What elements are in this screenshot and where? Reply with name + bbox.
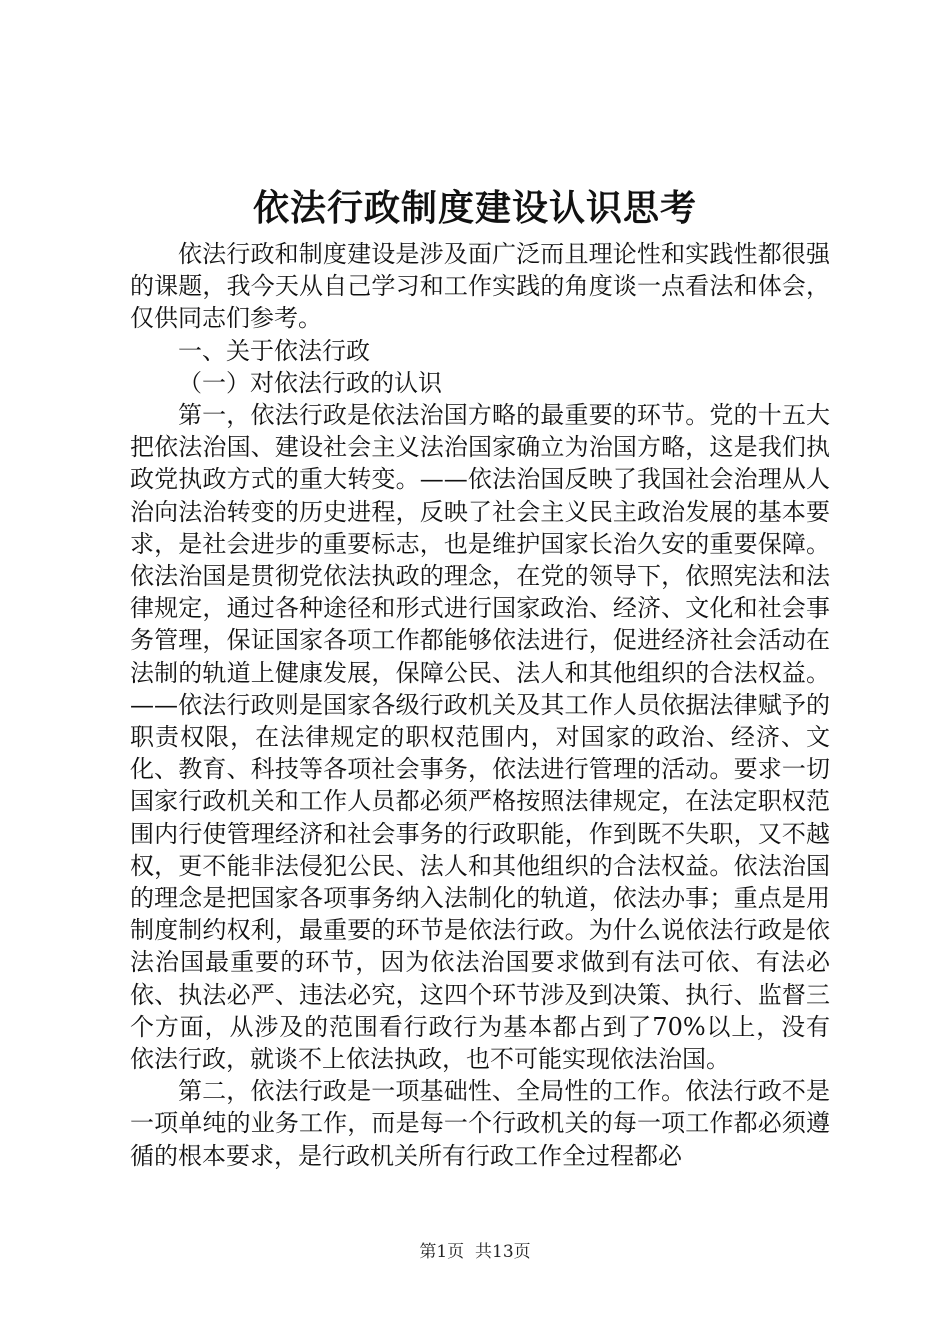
subsection-heading-1: （一）对依法行政的认识 bbox=[178, 368, 442, 397]
paragraph-intro: 依法行政和制度建设是涉及面广泛而且理论性和实践性都很强的课题，我今天从自己学习和工作实践的角度谈一点看法和体会，仅供同志们参考。 bbox=[130, 240, 830, 333]
section-heading-1: 一、关于依法行政 bbox=[178, 336, 370, 365]
page-number: 第1页 bbox=[419, 1242, 465, 1262]
document-title: 依法行政制度建设认识思考 bbox=[252, 187, 697, 229]
paragraph-second-point: 第二，依法行政是一项基础性、全局性的工作。依法行政不是一项单纯的业务工作，而是每一个行政机关的每一项工作都必须遵循的根本要求，是行政机关所有行政工作全过程都必 bbox=[130, 1077, 830, 1170]
total-pages: 共13页 bbox=[475, 1242, 531, 1262]
page-footer bbox=[0, 1240, 950, 1264]
document-body bbox=[130, 238, 830, 1172]
paragraph-first-point: 第一，依法行政是依法治国方略的最重要的环节。党的十五大把依法治国、建设社会主义法治国家确立为治国方略，这是我们执政党执政方式的重大转变。——依法治国反映了我国社会治理从人治向法治转变的历史进程，反映了社会主义民主政治发展的基本要求，是社会进步的重要标志，也是维护国家长治久安的重要保障。依法治国是贯彻党依法执政的理念，在党的领导下，依照宪法和法律规定，通过各种途径和形式进行国家政治、经济、文化和社会事务管理，保证国家各项工作都能够依法进行，促进经济社会活动在法制的轨道上健康发展，保障公民、法人和其他组织的合法权益。——依法行政则是国家各级行政机关及其工作人员依据法律赋予的职责权限，在法律规定的职权范围内，对国家的政治、经济、文化、教育、科技等各项社会事务，依法进行管理的活动。要求一切国家行政机关和工作人员都必须严格按照法律规定，在法定职权范围内行使管理经济和社会事务的行政职能，作到既不失职，又不越权，更不能非法侵犯公民、法人和其他组织的合法权益。依法治国的理念是把国家各项事务纳入法制化的轨道，依法办事；重点是用制度制约权利，最重要的环节是依法行政。为什么说依法行政是依法治国最重要的环节，因为依法治国要求做到有法可依、有法必依、执法必严、违法必究，这四个环节涉及到决策、执行、监督三个方面，从涉及的范围看行政行为基本都占到了70%以上，没有依法行政，就谈不上依法执政，也不可能实现依法治国。 bbox=[130, 401, 830, 1074]
